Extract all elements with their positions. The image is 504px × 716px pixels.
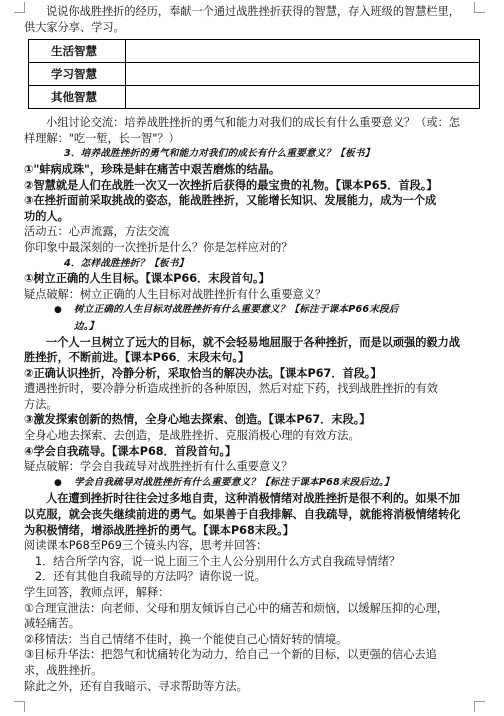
method-item: ①合理宣泄法：向老师、父母和朋友倾诉自己心中的痛苦和烦恼，以缓解压抑的心理， xyxy=(24,601,448,615)
activity-title: 活动五：心声流露，方法交流 xyxy=(24,225,170,239)
bullet-text: 学会自我疏导对战胜挫折有什么重要意义？【标注于课本P68末段后边。】 xyxy=(74,476,394,488)
section-point: 功的人。 xyxy=(24,209,69,223)
table-row xyxy=(29,40,480,63)
section-point: ③激发探索创新的热情，全身心地去探索、创造。【课本P67．末段。】 xyxy=(24,413,371,427)
table-cell-label: 学习智慧 xyxy=(29,63,126,86)
body-paragraph: 以克服，就会丧失继续前进的勇气。如果善于自我排解、自我疏导，就能将消极情绪转化 xyxy=(24,508,461,522)
bullet-icon: ● xyxy=(54,477,63,488)
bullet-note xyxy=(24,475,480,492)
wisdom-table xyxy=(28,39,480,109)
reading-guide: 学生回答，教师点评，解释： xyxy=(24,586,170,599)
table-row xyxy=(29,63,480,86)
reading-question: 2．还有其他自我疏导的方法吗？请你说一说。 xyxy=(35,570,266,584)
table-cell-label: 生活智慧 xyxy=(29,40,126,63)
activity-question: 你印象中最深刻的一次挫折是什么？你是怎样应对的？ xyxy=(24,240,293,254)
closing-text: 除此之外，还有自我暗示、寻求帮助等方法。 xyxy=(24,679,248,693)
intro-text: 供大家分享、学习。 xyxy=(24,20,125,34)
body-paragraph: 为积极情绪，增添战胜挫折的勇气。【课本P68末段。】 xyxy=(24,523,294,537)
page-corner-mark xyxy=(474,701,485,712)
body-paragraph: 全身心地去探索、去创造，是战胜挫折、克服消极心理的有效方法。 xyxy=(24,429,360,443)
document-page xyxy=(24,4,480,694)
body-paragraph: 遭遇挫折时，要冷静分析造成挫折的各种原因，然后对症下药，找到战胜挫折的有效 xyxy=(24,382,438,396)
table-row xyxy=(29,86,480,109)
body-paragraph: 一个人一旦树立了远大的目标，就不会轻易地屈服于各种挫折，而是以顽强的毅力战 xyxy=(46,335,460,349)
section-point: ④学会自我疏导。【课本P68．首段首句。】 xyxy=(24,444,237,458)
bullet-icon: ● xyxy=(54,305,63,316)
section-point: ②智慧就是人们在战胜一次又一次挫折后获得的最宝贵的礼物。【课本P65．首段。】 xyxy=(24,178,438,192)
method-item: 求，战胜挫折。 xyxy=(24,663,103,677)
reading-instruction: 阅读课本P68至P69三个镜头内容，思考并回答： xyxy=(24,539,268,553)
table-cell-empty[interactable] xyxy=(126,40,480,63)
section-point: ③在挫折面前采取挑战的姿态，能战胜挫折，又能增长知识、发展能力，成为一个成 xyxy=(24,194,437,208)
method-item: ③目标升华法：把怨气和忧痛转化为动力，给自己一个新的目标，以更强的信心去追 xyxy=(24,648,437,662)
method-item: ②移情法：当自己情绪不佳时，换一个能使自己心情好转的情境。 xyxy=(24,632,348,646)
section-point: ①"蚌病成珠"，珍珠是蚌在痛苦中艰苦磨炼的结晶。 xyxy=(24,162,281,176)
section-heading: 3．培养战胜挫折的勇气和能力对我们的成长有什么重要意义？【板书】 xyxy=(64,148,375,160)
bullet-note xyxy=(24,302,480,319)
reading-question: 1．结合所学内容，说一说上面三个主人公分别用什么方式自我疏导情绪？ xyxy=(35,554,401,568)
table-cell-label: 其他智慧 xyxy=(29,86,126,109)
body-paragraph: 人在遭到挫折时往往会过多地自责，这种消极情绪对战胜挫折是很不利的。如果不加 xyxy=(46,492,460,506)
body-paragraph: 胜挫折，不断前进。【课本P66．末段末句。】 xyxy=(24,351,250,365)
body-paragraph: 方法。 xyxy=(24,397,58,411)
doubt-text: 疑点破解：树立正确的人生目标对战胜挫折有什么重要意义？ xyxy=(24,287,327,301)
bullet-text: 树立正确的人生目标对战胜挫折有什么重要意义？【标注于课本P66末段后 xyxy=(74,304,399,316)
method-item: 减轻痛苦。 xyxy=(24,617,80,631)
section-heading: 4．怎样战胜挫折？【板书】 xyxy=(64,257,189,269)
doubt-text: 疑点破解：学会自我疏导对战胜挫折有什么重要意义？ xyxy=(24,460,293,474)
table-cell-empty[interactable] xyxy=(126,86,480,109)
bullet-text: 边。】 xyxy=(74,320,99,332)
section-point: ②正确认识挫折，冷静分析，采取恰当的解决办法。【课本P67．首段。】 xyxy=(24,366,382,380)
section-point: ①树立正确的人生目标。【课本P66．末段首句。】 xyxy=(24,272,270,286)
page-corner-mark xyxy=(14,701,25,712)
table-cell-empty[interactable] xyxy=(126,63,480,86)
intro-text: 说说你战胜挫折的经历，奉献一个通过战胜挫折获得的智慧，存入班级的智慧栏里， xyxy=(46,5,460,18)
discussion-text: 小组讨论交流：培养战胜挫折的勇气和能力对我们的成长有什么重要意义？（或：怎 xyxy=(46,116,460,130)
discussion-text: 样理解："吃一堑，长一智"？） xyxy=(24,131,180,145)
